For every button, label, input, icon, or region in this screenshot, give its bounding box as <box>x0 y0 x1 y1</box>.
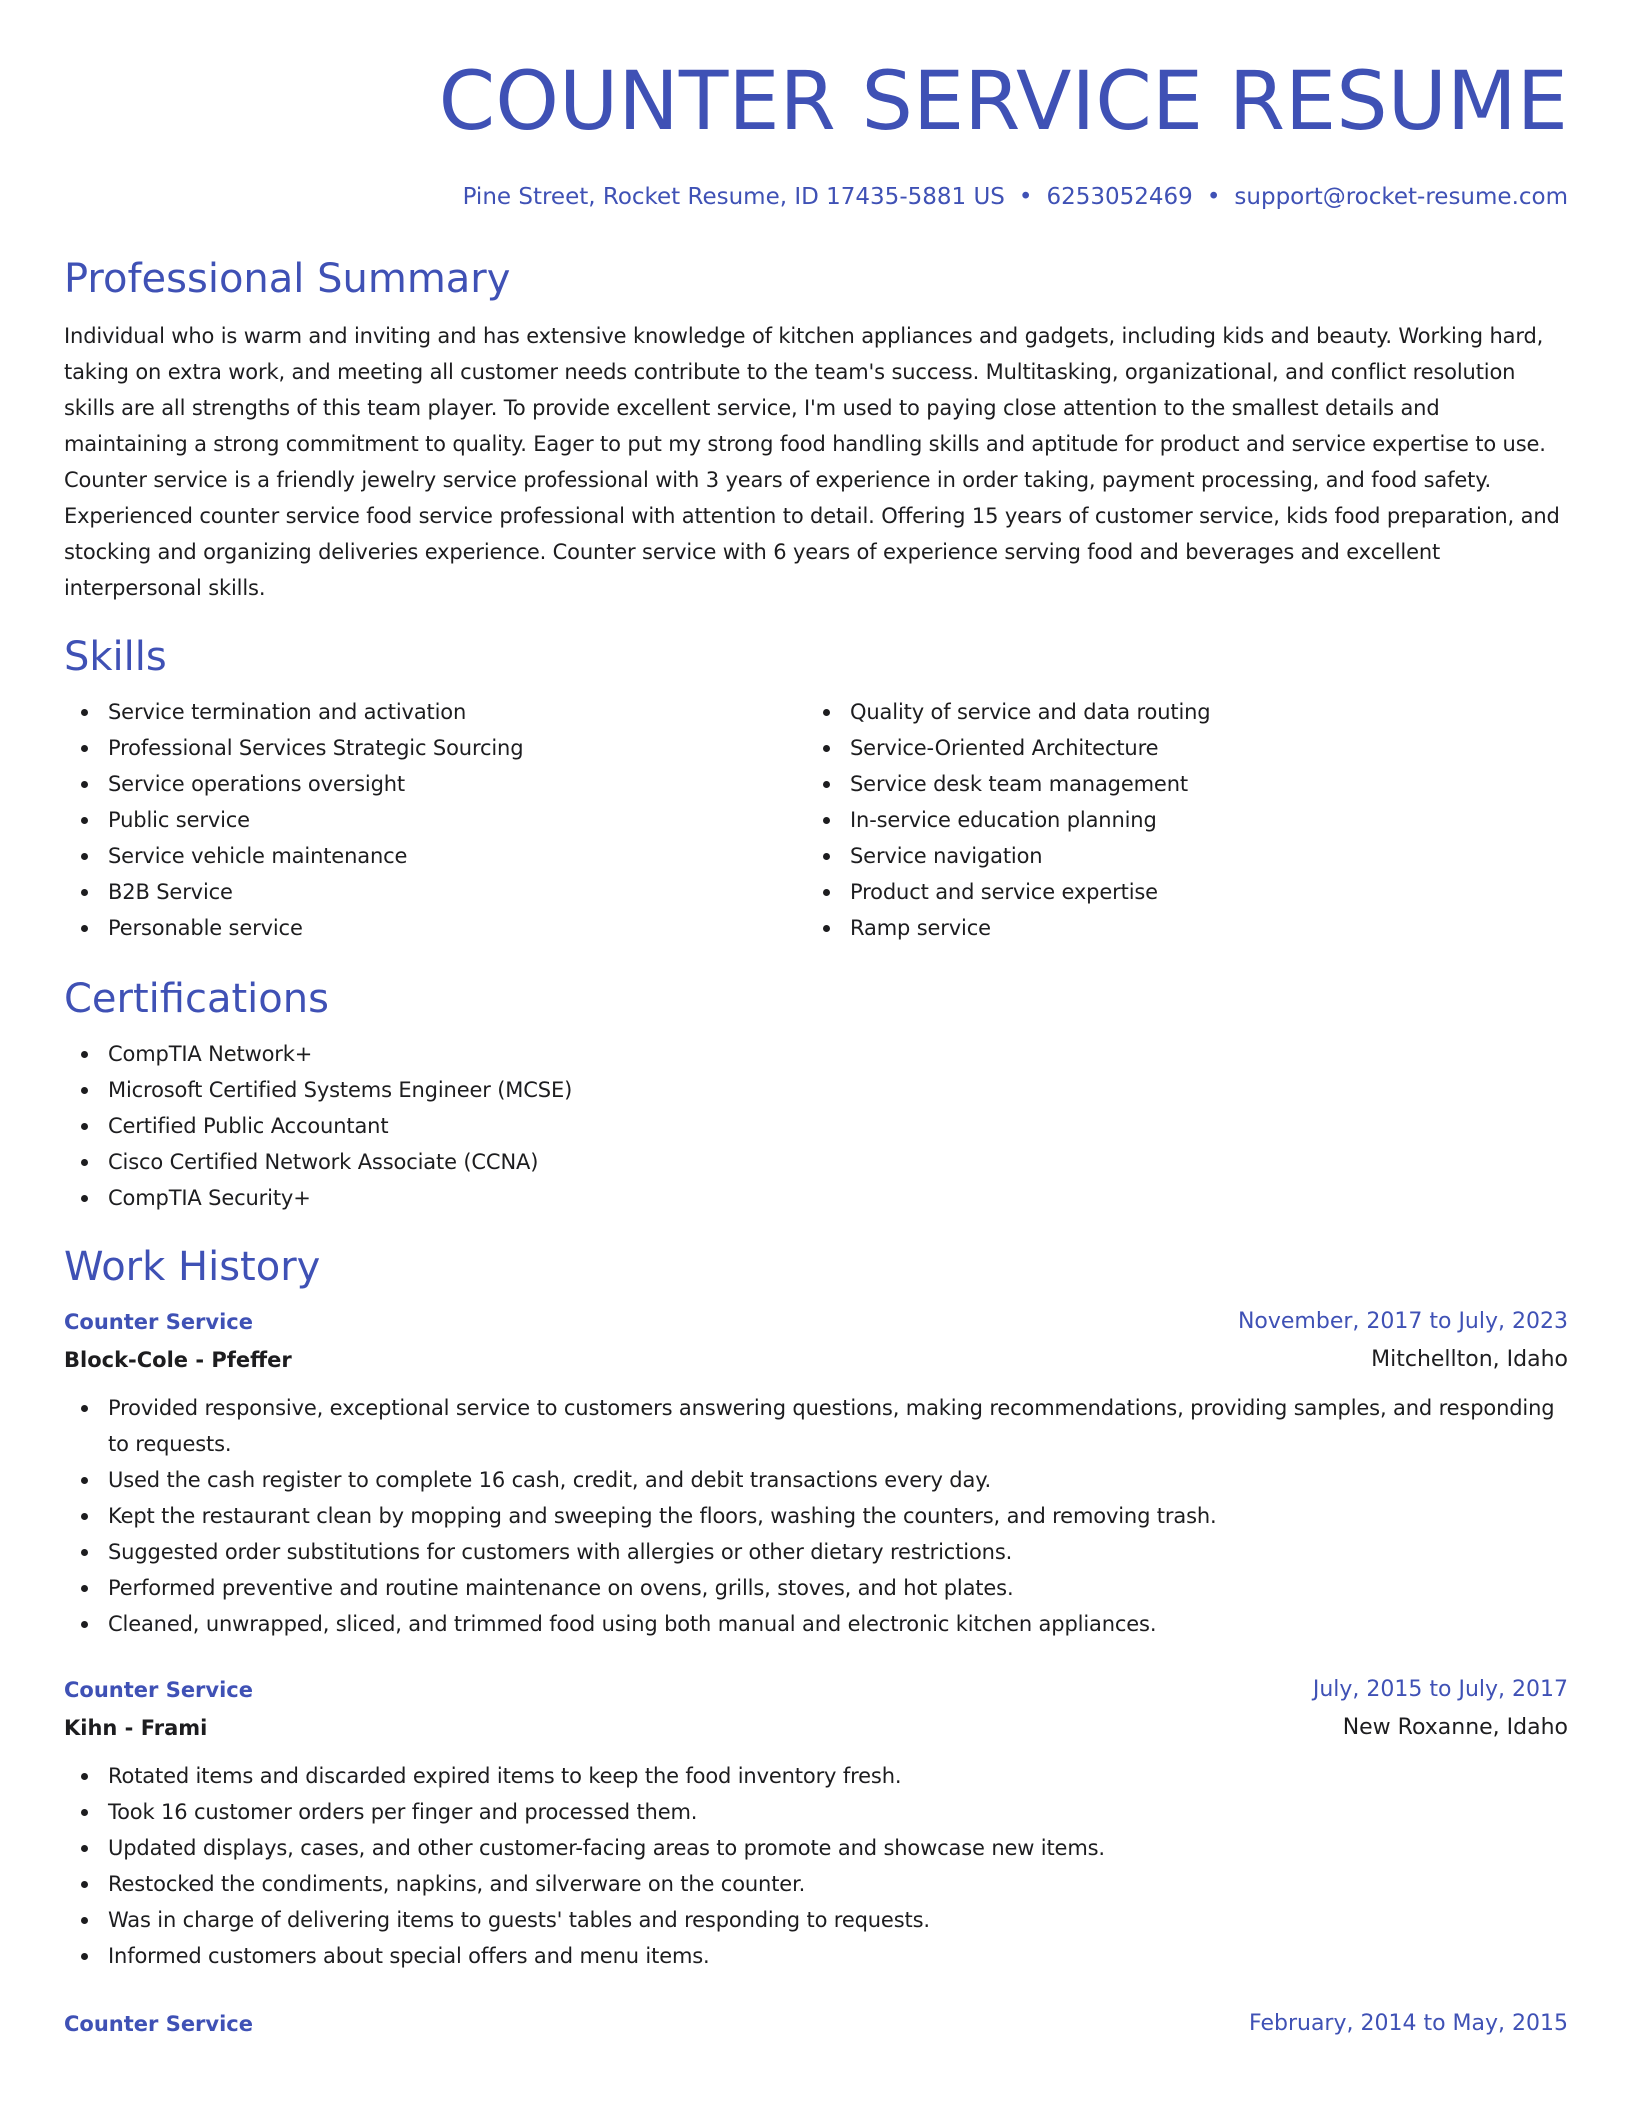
job-header <box>64 1304 1568 1340</box>
job-bullets <box>64 1758 1568 1974</box>
job-entry <box>64 1304 1568 1642</box>
job-entry <box>64 1672 1568 1974</box>
job-bullet: Rotated items and discarded expired items to keep the food inventory fresh. <box>64 1758 1568 1794</box>
contact-phone[interactable]: 6253052469 <box>1046 184 1193 210</box>
resume-title: COUNTER SERVICE RESUME <box>438 55 1568 149</box>
job-title: Counter Service <box>64 1678 253 1702</box>
contact-address: Pine Street, Rocket Resume, ID 17435-5881 US <box>462 184 1005 210</box>
skills-columns <box>64 694 1568 946</box>
skills-list-right <box>806 694 1548 946</box>
section-heading-certifications: Certifications <box>64 976 329 1022</box>
job-dates: November, 2017 to July, 2023 <box>1237 1309 1568 1334</box>
job-location: New Roxanne, Idaho <box>1342 1715 1568 1740</box>
certification-item: Certified Public Accountant <box>64 1108 1568 1144</box>
contact-separator: • <box>1206 184 1221 210</box>
certification-item: CompTIA Network+ <box>64 1036 1568 1072</box>
job-dates: February, 2014 to May, 2015 <box>1249 2011 1568 2036</box>
resume-page <box>64 0 1568 2042</box>
skill-item: Service operations oversight <box>64 766 806 802</box>
skill-item: Public service <box>64 802 806 838</box>
job-bullet: Used the cash register to complete 16 cash, credit, and debit transactions every day. <box>64 1462 1568 1498</box>
job-bullets <box>64 1390 1568 1642</box>
job-subheader <box>64 1708 1568 1748</box>
contact-email[interactable]: support@rocket-resume.com <box>1234 184 1568 210</box>
job-bullet: Performed preventive and routine maintenance on ovens, grills, stoves, and hot plates. <box>64 1570 1568 1606</box>
job-bullet: Updated displays, cases, and other customer-facing areas to promote and showcase new items. <box>64 1830 1568 1866</box>
job-bullet: Kept the restaurant clean by mopping and sweeping the floors, washing the counters, and removing trash. <box>64 1498 1568 1534</box>
skill-item: Product and service expertise <box>806 874 1548 910</box>
job-company: Kihn - Frami <box>64 1716 208 1740</box>
job-bullet: Took 16 customer orders per finger and processed them. <box>64 1794 1568 1830</box>
skills-list-left <box>64 694 806 946</box>
job-entry <box>64 2006 1568 2042</box>
job-bullet: Was in charge of delivering items to guests' tables and responding to requests. <box>64 1902 1568 1938</box>
job-location: Mitchellton, Idaho <box>1371 1347 1568 1372</box>
job-bullet: Informed customers about special offers and menu items. <box>64 1938 1568 1974</box>
job-company: Block-Cole - Pfeffer <box>64 1348 292 1372</box>
skill-item: Ramp service <box>806 910 1548 946</box>
summary-text: Individual who is warm and inviting and has extensive knowledge of kitchen appliances and gadgets, including kids and beauty. Working hard, taking on extra work, and meeting all customer needs contribute to the team's success. Multitasking, organizational, and conflict resolution skills are all strengths of this team player. To provide excellent service, I'm used to paying close attention to the smallest details and maintaining a strong commitment to quality. Eager to put my strong food handling skills and aptitude for product and service expertise to use. Counter service is a friendly jewelry service professional with 3 years of experience in order taking, payment processing, and food safety. Experienced counter service food service professional with attention to detail. Offering 15 years of customer service, kids food preparation, and stocking and organizing deliveries experience. Counter service with 6 years of experience serving food and beverages and excellent interpersonal skills. <box>64 324 1560 600</box>
job-bullet: Provided responsive, exceptional service to customers answering questions, making recommendations, providing samples, and responding to requests. <box>64 1390 1568 1462</box>
skill-item: Service termination and activation <box>64 694 806 730</box>
contact-separator: • <box>1018 184 1033 210</box>
skill-item: Service-Oriented Architecture <box>806 730 1548 766</box>
skill-item: Professional Services Strategic Sourcing <box>64 730 806 766</box>
section-heading-work-history: Work History <box>64 1244 321 1290</box>
job-header <box>64 1672 1568 1708</box>
job-title: Counter Service <box>64 1310 253 1334</box>
job-header <box>64 2006 1568 2042</box>
skill-item: Quality of service and data routing <box>806 694 1548 730</box>
job-bullet: Restocked the condiments, napkins, and silverware on the counter. <box>64 1866 1568 1902</box>
job-bullet: Suggested order substitutions for customers with allergies or other dietary restrictions. <box>64 1534 1568 1570</box>
certification-item: CompTIA Security+ <box>64 1180 1568 1216</box>
section-heading-summary: Professional Summary <box>64 256 511 302</box>
job-subheader <box>64 1340 1568 1380</box>
job-bullet: Cleaned, unwrapped, sliced, and trimmed food using both manual and electronic kitchen appliances. <box>64 1606 1568 1642</box>
certification-item: Microsoft Certified Systems Engineer (MCSE) <box>64 1072 1568 1108</box>
skill-item: Service navigation <box>806 838 1548 874</box>
skill-item: In-service education planning <box>806 802 1548 838</box>
skill-item: B2B Service <box>64 874 806 910</box>
skill-item: Service vehicle maintenance <box>64 838 806 874</box>
section-heading-skills: Skills <box>64 634 167 680</box>
skill-item: Personable service <box>64 910 806 946</box>
contact-line <box>64 182 1568 212</box>
certifications-list <box>64 1036 1568 1216</box>
job-dates: July, 2015 to July, 2017 <box>1312 1677 1568 1702</box>
certification-item: Cisco Certified Network Associate (CCNA) <box>64 1144 1568 1180</box>
skill-item: Service desk team management <box>806 766 1548 802</box>
job-title: Counter Service <box>64 2012 253 2036</box>
